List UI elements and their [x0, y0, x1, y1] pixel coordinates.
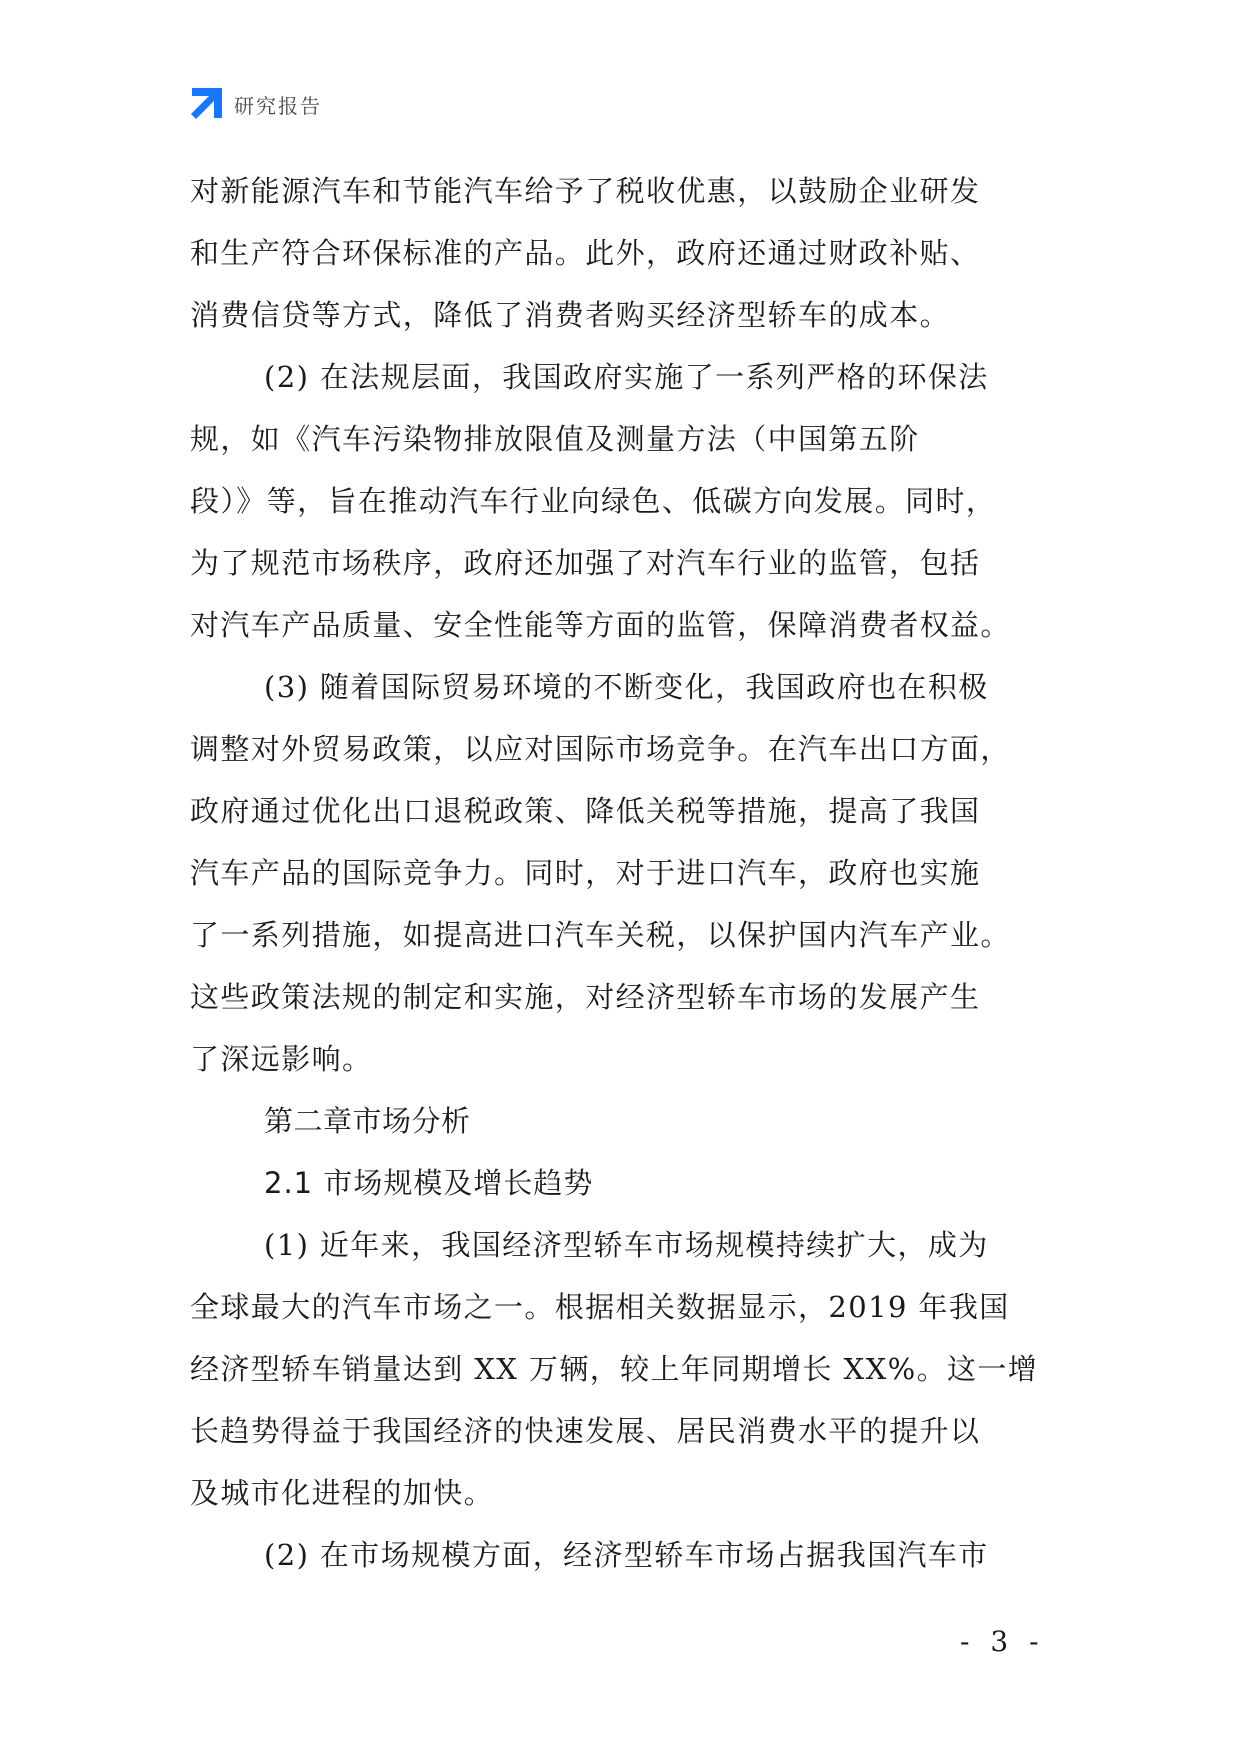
text-line: 调整对外贸易政策，以应对国际市场竞争。在汽车出口方面，: [190, 732, 1011, 766]
header-title: 研究报告: [234, 93, 322, 118]
section-heading: 2.1 市场规模及增长趋势: [264, 1166, 594, 1200]
text-line: 及城市化进程的加快。: [190, 1476, 495, 1510]
text-line: 对汽车产品质量、安全性能等方面的监管，保障消费者权益。: [190, 608, 1011, 642]
text-line: 消费信贷等方式，降低了消费者购买经济型轿车的成本。: [190, 298, 951, 332]
text-line: 长趋势得益于我国经济的快速发展、居民消费水平的提升以: [190, 1414, 981, 1448]
text-line: (1) 近年来，我国经济型轿车市场规模持续扩大，成为: [264, 1228, 989, 1262]
text-line: (2) 在法规层面，我国政府实施了一系列严格的环保法: [264, 360, 989, 394]
text-line: 经济型轿车销量达到 XX 万辆，较上年同期增长 XX%。这一增: [190, 1352, 1039, 1386]
document-body: [190, 160, 1060, 1586]
chapter-heading: 第二章市场分析: [264, 1104, 471, 1138]
text-line: 了深远影响。: [190, 1042, 373, 1076]
text-line: (2) 在市场规模方面，经济型轿车市场占据我国汽车市: [264, 1538, 989, 1572]
text-line: 了一系列措施，如提高进口汽车关税，以保护国内汽车产业。: [190, 918, 1011, 952]
text-line: 政府通过优化出口退税政策、降低关税等措施，提高了我国: [190, 794, 981, 828]
text-line: 和生产符合环保标准的产品。此外，政府还通过财政补贴、: [190, 236, 981, 270]
page-number: - 3 -: [960, 1625, 1045, 1658]
arrow-up-right-icon: [190, 88, 222, 120]
text-line: 为了规范市场秩序，政府还加强了对汽车行业的监管，包括: [190, 546, 981, 580]
text-line: 段）》等，旨在推动汽车行业向绿色、低碳方向发展。同时，: [190, 484, 997, 518]
text-line: 对新能源汽车和节能汽车给予了税收优惠，以鼓励企业研发: [190, 174, 981, 208]
report-header: [190, 88, 322, 120]
text-line: 这些政策法规的制定和实施，对经济型轿车市场的发展产生: [190, 980, 981, 1014]
text-line: 汽车产品的国际竞争力。同时，对于进口汽车，政府也实施: [190, 856, 981, 890]
text-line: 规，如《汽车污染物排放限值及测量方法（中国第五阶: [190, 422, 920, 456]
text-line: (3) 随着国际贸易环境的不断变化，我国政府也在积极: [264, 670, 989, 704]
text-line: 全球最大的汽车市场之一。根据相关数据显示，2019 年我国: [190, 1290, 1010, 1324]
